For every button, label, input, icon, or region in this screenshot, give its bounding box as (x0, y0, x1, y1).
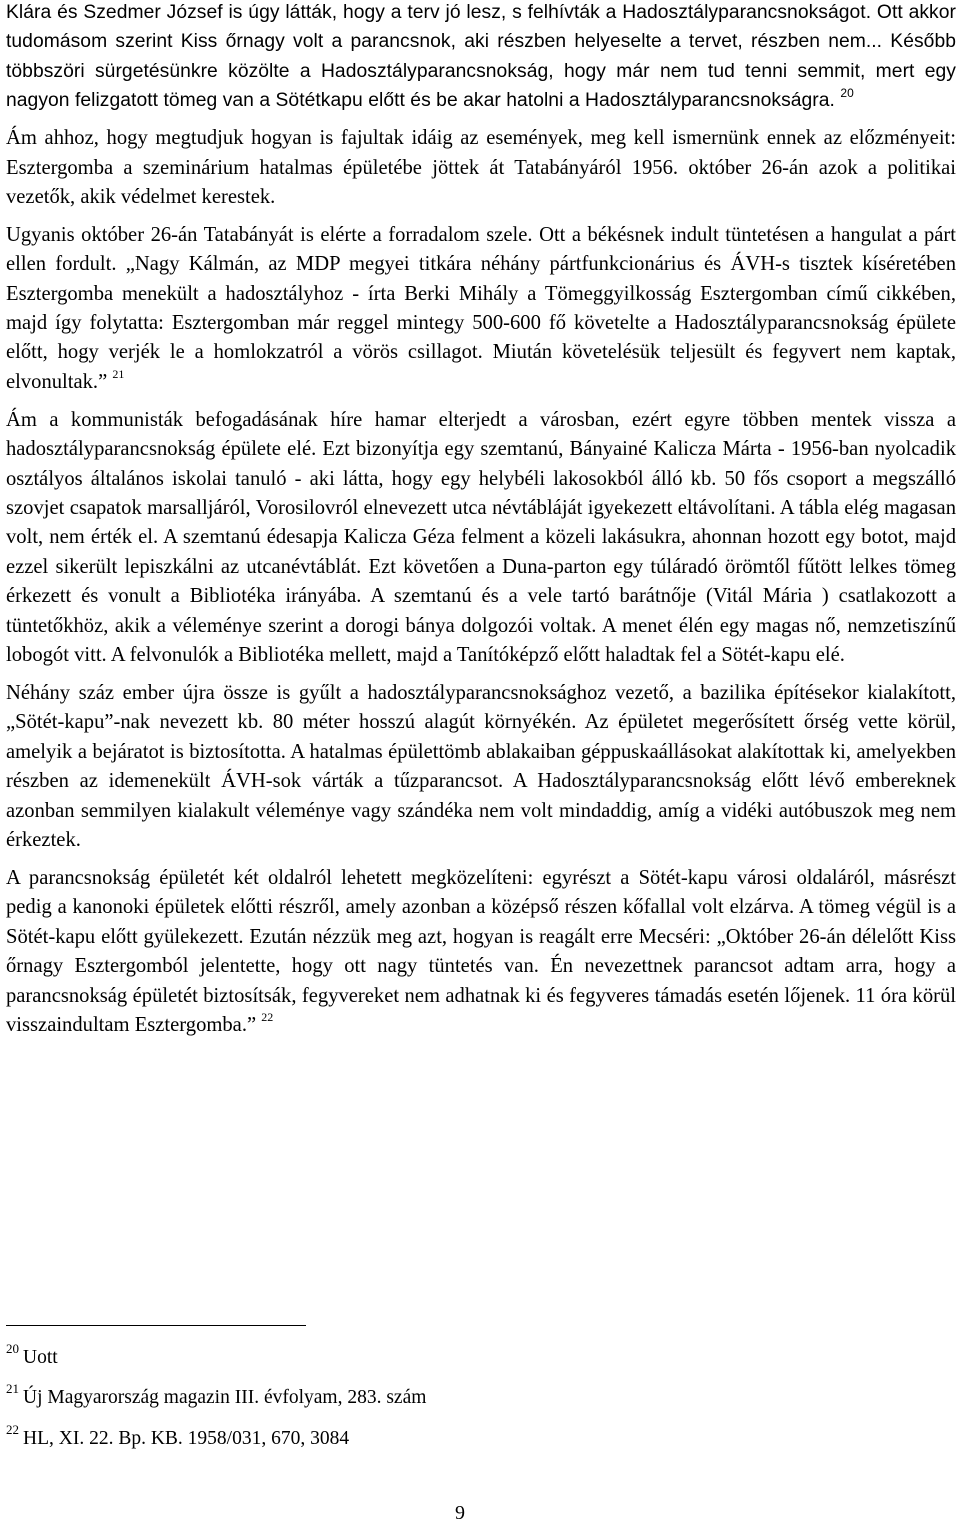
page-number: 9 (455, 1502, 465, 1524)
footnote-ref-21[interactable]: 21 (112, 367, 125, 382)
paragraph-6-text: A parancsnokság épületét két oldalról lehetett megközelíteni: egyrészt a Sötét-kapu városi oldaláról, másrészt pedig a kanonoki épületek előtti részről, amely azonban a középső részen kőfallal volt elzárva. A tömeg végül is a Sötét-kapu előtt gyülekezett. Ezután nézzük meg azt, hogyan is reagált erre Mecséri: „Október 26-án délelőtt Kiss őrnagy Esztergomból jelentette, hogy ott nagy tüntetés van. Én nevezettnek parancsot adtam arra, hogy a parancsnokság épületét biztosítsák, fegyvereket nem adhatnak ki és fegyveres támadás esetén lőjenek. 11 óra körül visszaindultam Esztergomba.” (6, 866, 956, 1036)
footnote-number: 20 (6, 1340, 19, 1356)
footnote-separator (6, 1325, 306, 1326)
paragraph-6 (6, 864, 956, 1040)
footnote-ref-22[interactable]: 22 (261, 1010, 274, 1025)
paragraph-1 (6, 0, 956, 116)
footnote-number: 22 (6, 1421, 19, 1437)
paragraph-1-text: Klára és Szedmer József is úgy látták, hogy a terv jó lesz, s felhívták a Hadosztályparancsnokságot. Ott akkor tudomásom szerint Kiss őrnagy volt a parancsnok, aki részben helyeselte a tervet, részben nem... Később többszöri sürgetésünkre közölte a Hadosztályparancsnokság, hogy már nem tud tenni semmit, mert egy nagyon felizgatott tömeg van a Sötétkapu előtt és be akar hatolni a Hadosztályparancsnokságra. (6, 2, 956, 112)
footnote-20 (6, 1340, 58, 1370)
footnote-text: HL, XI. 22. Bp. KB. 1958/031, 670, 3084 (23, 1428, 350, 1449)
paragraph-3 (6, 221, 956, 397)
footnote-ref-20[interactable]: 20 (840, 85, 854, 100)
paragraph-3-text: Ugyanis október 26-án Tatabányát is elérte a forradalom szele. Ott a békésnek indult tüntetésen a hangulat a párt ellen fordult. „Nagy Kálmán, az MDP megyei titkára néhány pártfunkcionárius és ÁVH-s tisztek kíséretében Esztergomba menekült a hadosztályhoz - írta Berki Mihály a Tömeggyilkosság Esztergomban című cikkében, majd így folytatta: Esztergomban már reggel mintegy 500-600 fő követelte a Hadosztályparancsnokság épülete előtt, hogy verjék le a homlokzatról a vörös csillagot. Miután követelésük teljesült és fegyvert nem kaptak, elvonultak.” (6, 223, 956, 393)
main-text (6, 0, 956, 1040)
paragraph-2: Ám ahhoz, hogy megtudjuk hogyan is fajultak idáig az események, meg kell ismernünk ennek az előzményeit: Esztergomba a szeminárium hatalmas épületébe jöttek át Tatabányáról 1956. október 26-án azok a politikai vezetők, akik védelmet kerestek. (6, 127, 956, 208)
paragraph-5: Néhány száz ember újra össze is gyűlt a hadosztályparancsnoksághoz vezető, a bazilika építésekor kialakított, „Sötét-kapu”-nak nevezett kb. 80 méter hosszú alagút környékén. Az épületet megerősített őrség vette körül, amelyik a bejáratot is biztosította. A hatalmas épülettömb ablakaiban géppuskaállásokat alakítottak ki, amelyekben részben az idemenekült ÁVH-sok várták a tűzparancsot. A Hadosztályparancsnokság előtt lévő embereknek azonban semmilyen kialakult véleménye vagy szándéka nem volt mindaddig, amíg a vidéki autóbuszok meg nem érkeztek. (6, 681, 956, 851)
footnote-text: Uott (23, 1347, 58, 1368)
footnote-text: Új Magyarország magazin III. évfolyam, 283. szám (23, 1387, 427, 1408)
footnote-22 (6, 1421, 350, 1451)
footnote-21 (6, 1380, 427, 1410)
footnote-number: 21 (6, 1380, 19, 1396)
paragraph-4: Ám a kommunisták befogadásának híre hamar elterjedt a városban, ezért egyre többen mentek vissza a hadosztályparancsnokság épülete elé. Ezt bizonyítja egy szemtanú, Bányainé Kalicza Márta - 1956-ban nyolcadik osztályos általános iskolai tanuló - aki látta, hogy egy helybéli lakosokból álló kb. 50 fős csoport a megszálló szovjet csapatok marsalljáról, Vorosilovról elnevezett utca névtábláját igyekezett eltávolítani. A tábla elég magasan volt, nem érték el. A szemtanú édesapja Kalicza Géza felment a közeli lakásukra, ahonnan hozott egy botot, majd ezzel sikerült lepiszkálni az utcanévtáblát. Ezt követően a Duna-parton egy túláradó örömtől fűtött lelkes tömeg érkezett és vonult a Bibliotéka irányába. A szemtanú és a vele tartó barátnője (Vitál Mária ) csatlakozott a tüntetőkhöz, akik a véleménye szerint a dorogi bánya dolgozói voltak. A menet élén egy magas nő, nemzetiszínű lobogót vitt. A felvonulók a Bibliotéka mellett, majd a Tanítóképző előtt haladtak fel a Sötét-kapu elé. (6, 408, 956, 667)
